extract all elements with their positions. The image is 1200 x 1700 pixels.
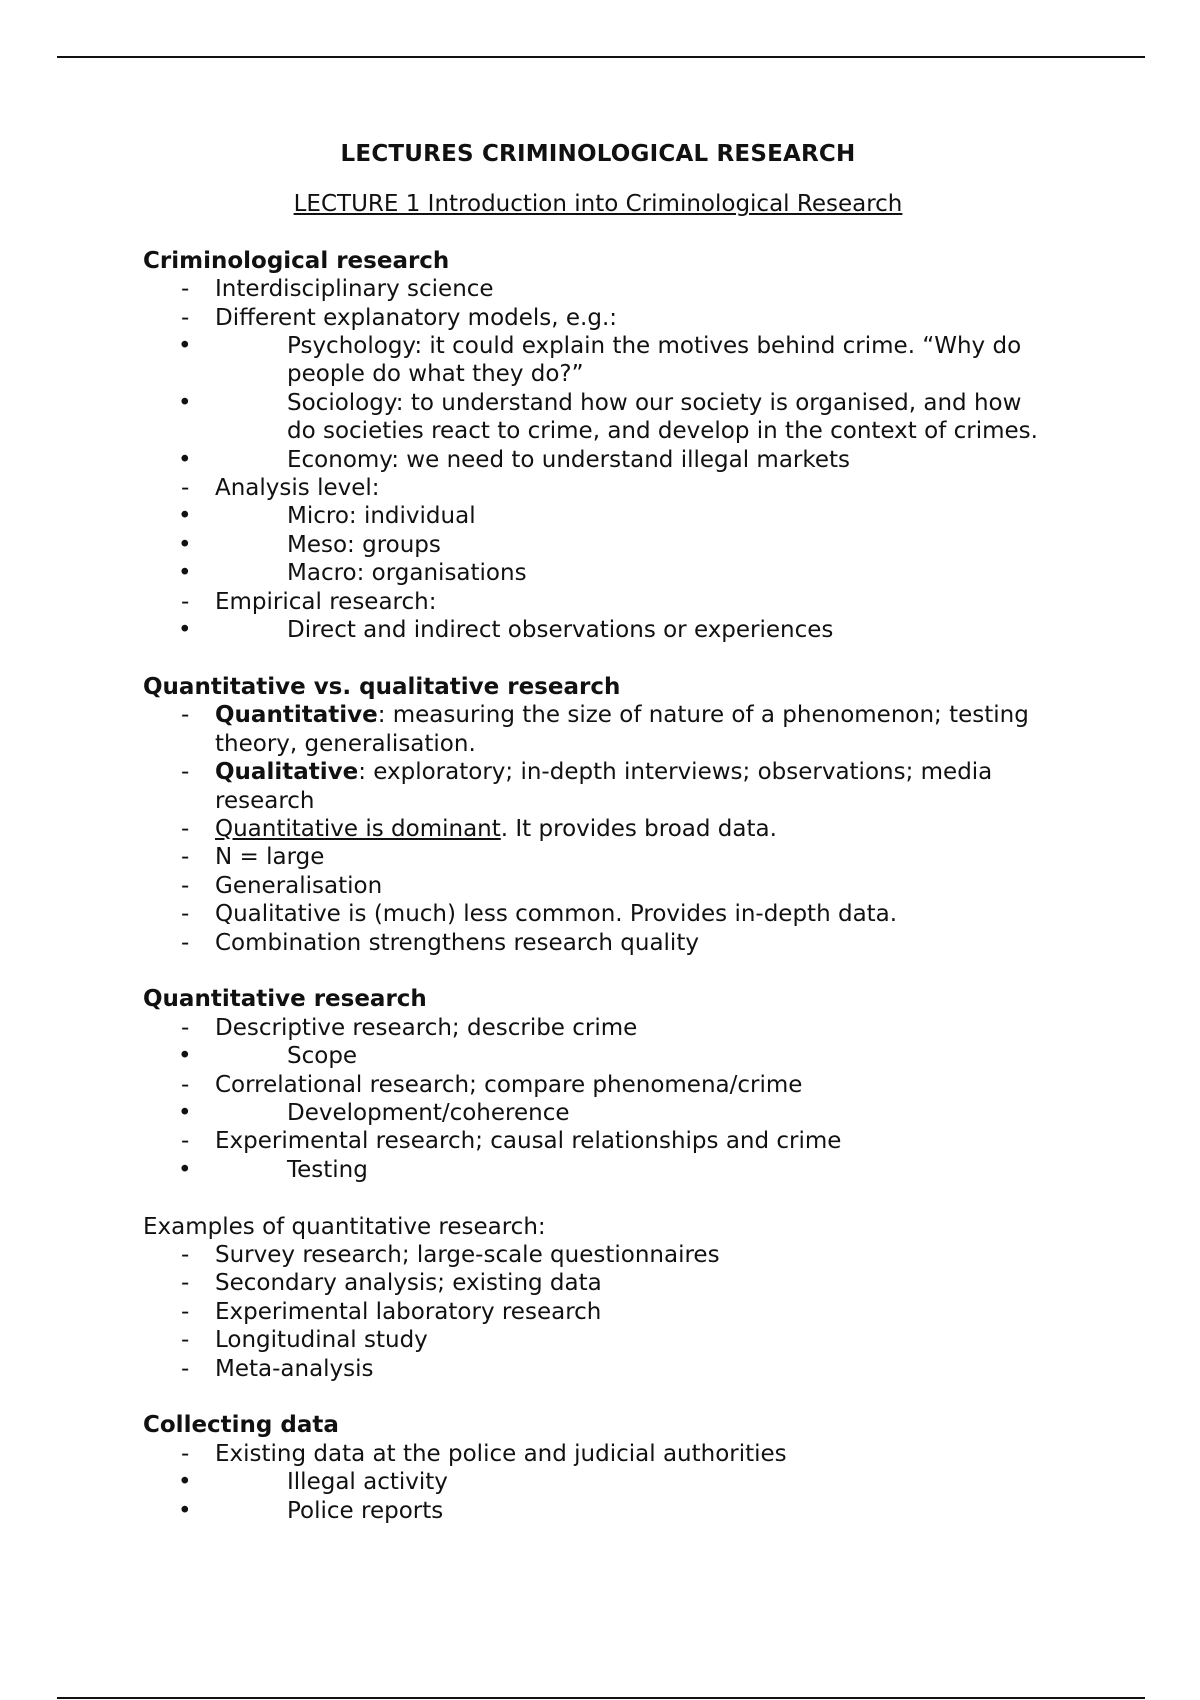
sub-list-item: • Testing	[215, 1156, 1053, 1184]
sub-list-item: • Scope	[215, 1042, 1053, 1070]
list-item-text: . It provides broad data.	[500, 815, 777, 842]
sub-list-item: • Development/coherence	[215, 1099, 1053, 1127]
sub-list-item: • Psychology: it could explain the motives behind crime. “Why do people do what they do?”	[215, 332, 1053, 389]
list-item-text: Correlational research; compare phenomena/crime	[215, 1071, 803, 1098]
top-rule	[57, 56, 1145, 58]
sub-list-item: • Police reports	[215, 1497, 1053, 1525]
sub-list	[215, 1099, 1053, 1127]
list-item: - Interdisciplinary science	[143, 275, 1053, 303]
bottom-rule	[57, 1697, 1145, 1699]
list-item	[143, 815, 1053, 843]
section-heading-collecting-data: Collecting data	[143, 1412, 339, 1439]
sub-list-item: • Direct and indirect observations or experiences	[215, 616, 1053, 644]
list-item-text: Descriptive research; describe crime	[215, 1014, 638, 1041]
document-page	[143, 140, 1053, 1525]
list-item-text: Different explanatory models, e.g.:	[215, 304, 618, 331]
list-item	[143, 1071, 1053, 1128]
spacer	[143, 1184, 1053, 1212]
list-item-text: Empirical research:	[215, 588, 437, 615]
list-item-text: Existing data at the police and judicial authorities	[215, 1440, 787, 1467]
lecture-subtitle: LECTURE 1 Introduction into Criminological Research	[293, 191, 903, 218]
section-heading-criminological-research: Criminological research	[143, 247, 450, 274]
sub-list-item: • Micro: individual	[215, 502, 1053, 530]
list-item	[143, 1440, 1053, 1525]
list-item	[143, 701, 1053, 758]
list-item: - Meta-analysis	[143, 1355, 1053, 1383]
list-item: - N = large	[143, 843, 1053, 871]
sub-list	[215, 332, 1053, 474]
list-item-text: Experimental research; causal relationships and crime	[215, 1128, 842, 1155]
spacer	[143, 1383, 1053, 1411]
list-item: - Generalisation	[143, 872, 1053, 900]
list-item	[143, 758, 1053, 815]
list-item	[143, 474, 1053, 588]
list-item: - Experimental laboratory research	[143, 1298, 1053, 1326]
list-item: - Survey research; large-scale questionnaires	[143, 1241, 1053, 1269]
examples-list	[143, 1241, 1053, 1383]
underlined-term: Quantitative is dominant	[215, 815, 501, 842]
quantitative-research-list	[143, 1014, 1053, 1184]
bold-term: Qualitative	[215, 759, 359, 786]
spacer	[143, 645, 1053, 673]
list-item	[143, 304, 1053, 474]
sub-list	[215, 1156, 1053, 1184]
section-heading-quant-vs-qual: Quantitative vs. qualitative research	[143, 673, 621, 700]
document-title: LECTURES CRIMINOLOGICAL RESEARCH	[340, 141, 856, 167]
list-item	[143, 1127, 1053, 1184]
list-item	[143, 588, 1053, 645]
list-item: - Qualitative is (much) less common. Provides in-depth data.	[143, 900, 1053, 928]
list-item: - Secondary analysis; existing data	[143, 1269, 1053, 1297]
list-item: - Longitudinal study	[143, 1326, 1053, 1354]
sub-list	[215, 1468, 1053, 1525]
sub-list	[215, 502, 1053, 587]
sub-list	[215, 616, 1053, 644]
sub-list	[215, 1042, 1053, 1070]
list-item	[143, 1014, 1053, 1071]
sub-list-item: • Sociology: to understand how our society is organised, and how do societies react to crime, and develop in the context of crimes.	[215, 389, 1053, 446]
list-item: - Combination strengthens research quality	[143, 929, 1053, 957]
sub-list-item: • Economy: we need to understand illegal markets	[215, 446, 1053, 474]
list-item-text: Analysis level:	[215, 475, 380, 502]
list-item-text: : measuring the size of nature of a phenomenon; testing theory, generalisation.	[215, 702, 1029, 757]
section-heading-quantitative-research: Quantitative research	[143, 986, 427, 1013]
sub-list-item: • Illegal activity	[215, 1468, 1053, 1496]
spacer	[143, 957, 1053, 985]
sub-list-item: • Meso: groups	[215, 531, 1053, 559]
collecting-data-list	[143, 1440, 1053, 1525]
list-item-text: : exploratory; in-depth interviews; observations; media research	[215, 759, 993, 814]
examples-intro: Examples of quantitative research:	[143, 1213, 546, 1240]
criminological-research-list	[143, 275, 1053, 644]
sub-list-item: • Macro: organisations	[215, 559, 1053, 587]
bold-term: Quantitative	[215, 702, 378, 729]
quant-vs-qual-list	[143, 701, 1053, 957]
